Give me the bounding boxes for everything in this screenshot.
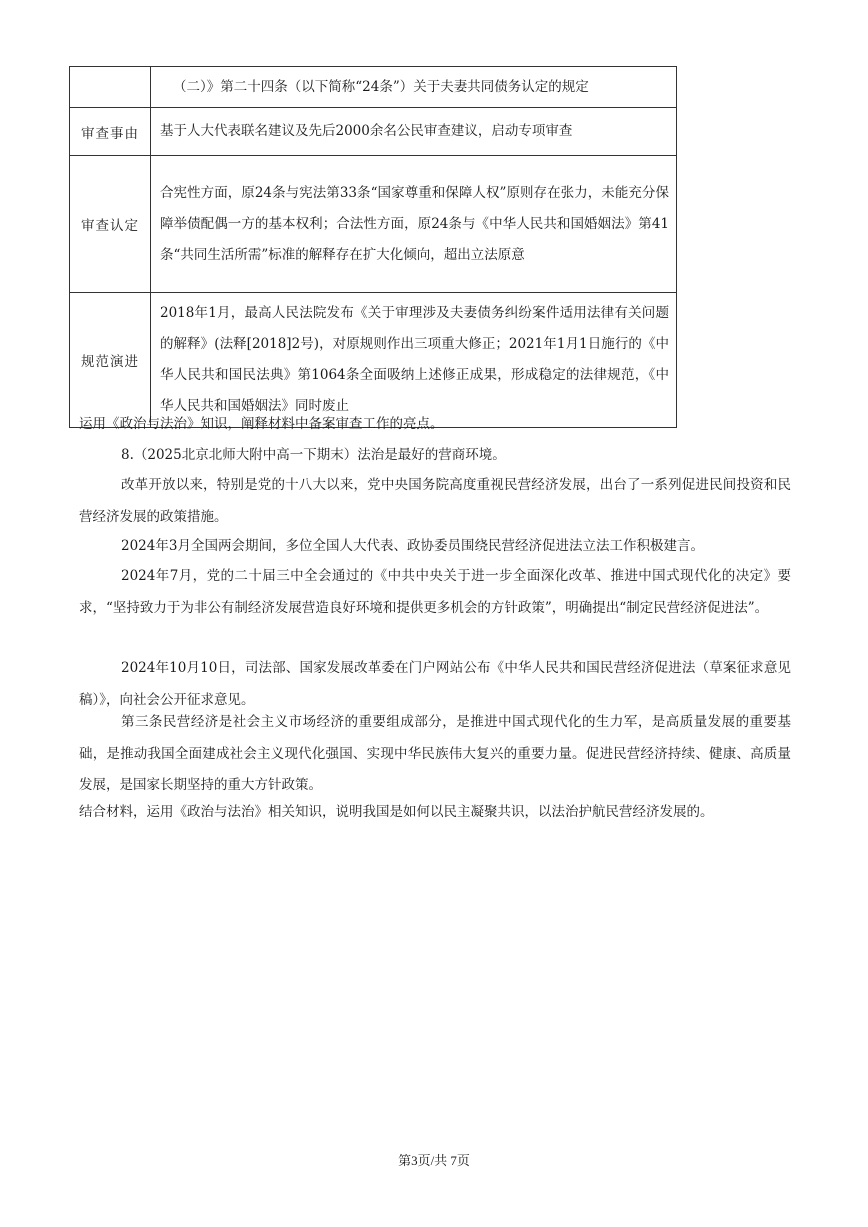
- row-label-review-reason: 审查事由: [70, 108, 151, 156]
- question8-paragraph: 2024年7月，党的二十届三中全会通过的《中共中央关于进一步全面深化改革、推进中国式现代化的决定》要求，“坚持致力于为非公有制经济发展营造良好环境和提供更多机会的方针政策”，明确提出“制定民营经济促进法”。: [79, 568, 791, 616]
- table-row: [70, 67, 677, 108]
- question8-paragraph: 改革开放以来，特别是党的十八大以来，党中央国务院高度重视民营经济发展，出台了一系列促进民间投资和民营经济发展的政策措施。: [79, 477, 791, 525]
- review-table: [69, 66, 677, 428]
- row-content-review-reason: 基于人大代表联名建议及先后2000余名公民审查建议，启动专项审查: [151, 108, 677, 156]
- question7-prompt: 运用《政治与法治》知识，阐释材料中备案审查工作的亮点。: [79, 416, 444, 432]
- page-footer: 第3页/共 7页: [398, 1153, 470, 1168]
- question8-paragraph: 第三条民营经济是社会主义市场经济的重要组成部分，是推进中国式现代化的生力军，是高质量发展的重要基础，是推动我国全面建成社会主义现代化强国、实现中华民族伟大复兴的重要力量。促进民营经济持续、健康、高质量发展，是国家长期坚持的重大方针政策。: [79, 714, 791, 793]
- row-content-norm-evolution: 2018年1月，最高人民法院发布《关于审理涉及夫妻债务纠纷案件适用法律有关问题的解释》(法释[2018]2号)，对原规则作出三项重大修正；2021年1月1日施行的《中华人民共和国民法典》第1064条全面吸纳上述修正成果，形成稳定的法律规范，《中华人民共和国婚姻法》同时废止: [151, 293, 677, 428]
- row-content-review-finding: 合宪性方面，原24条与宪法第33条“国家尊重和保障人权”原则存在张力，未能充分保障举债配偶一方的基本权利；合法性方面，原24条与《中华人民共和国婚姻法》第41条“共同生活所需”标准的解释存在扩大化倾向，超出立法原意: [151, 156, 677, 293]
- row-content-subject: （二）》第二十四条（以下简称“24条”）关于夫妻共同债务认定的规定: [151, 67, 677, 108]
- question8-title: 8.（2025北京北师大附中高一下期末）法治是最好的营商环境。: [121, 447, 506, 463]
- row-label-norm-evolution: 规范演进: [70, 293, 151, 428]
- table-row: [70, 293, 677, 428]
- table-row: [70, 108, 677, 156]
- table-row: [70, 156, 677, 293]
- question8-prompt: 结合材料，运用《政治与法治》相关知识，说明我国是如何以民主凝聚共识，以法治护航民营经济发展的。: [79, 804, 714, 820]
- question8-paragraph: 2024年10月10日，司法部、国家发展改革委在门户网站公布《中华人民共和国民营经济促进法（草案征求意见稿）》，向社会公开征求意见。: [79, 660, 791, 708]
- row-label-review-finding: 审查认定: [70, 156, 151, 293]
- row-label-empty: [70, 67, 151, 108]
- question8-paragraph: 2024年3月全国两会期间，多位全国人大代表、政协委员围绕民营经济促进法立法工作积极建言。: [121, 538, 704, 554]
